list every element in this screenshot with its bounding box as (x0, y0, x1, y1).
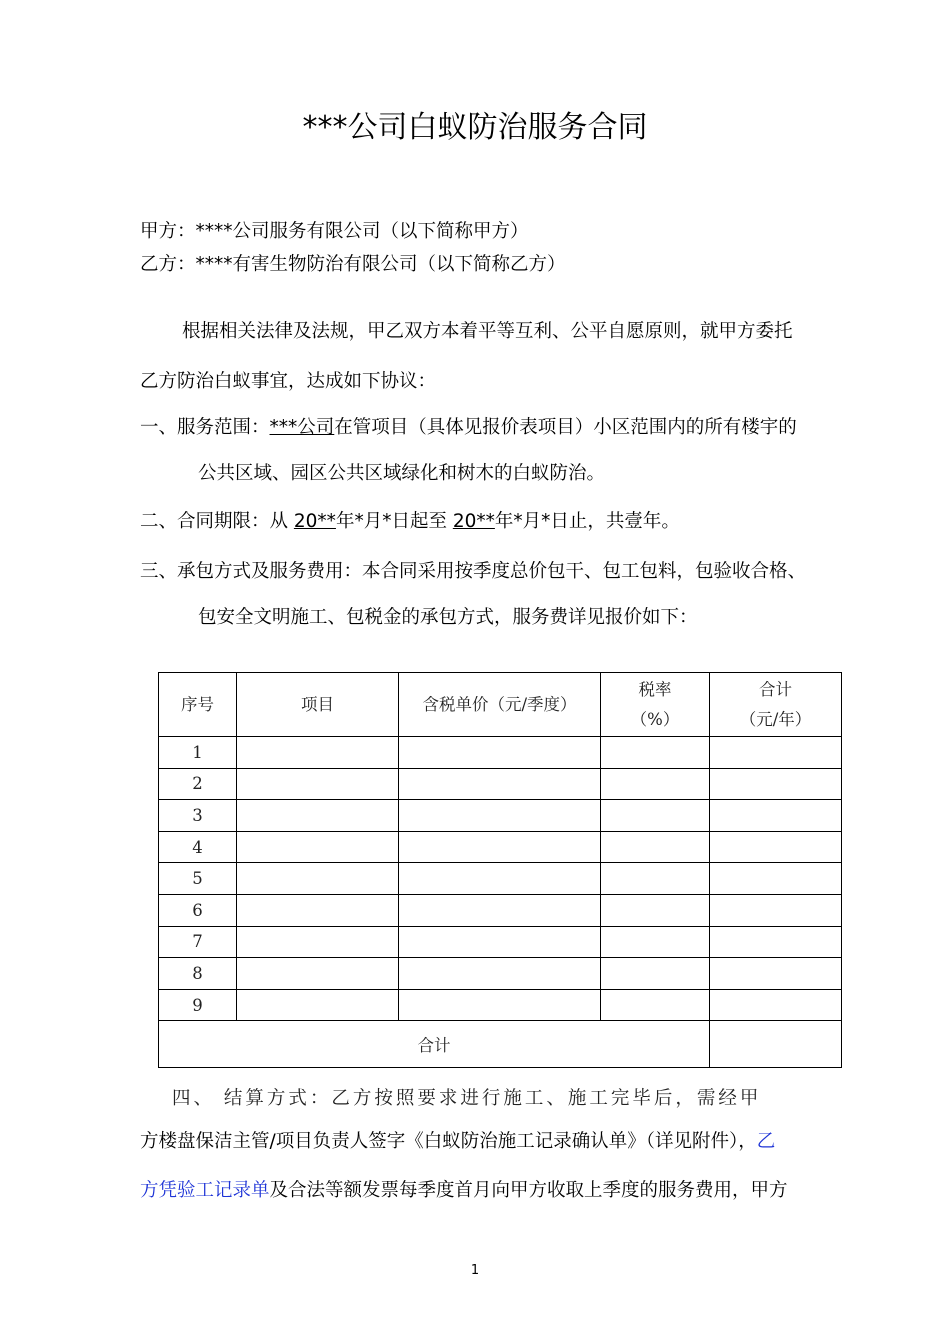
row-price-cell (399, 926, 601, 958)
quote-table (158, 672, 842, 1068)
clause-4-line-2 (140, 1128, 775, 1156)
row-price-cell (399, 800, 601, 832)
row-total-cell (710, 863, 842, 895)
header-unit-price: 含税单价（元/季度） (399, 673, 601, 737)
clause-2-end-year: 20** (452, 511, 495, 532)
header-seq: 序号 (159, 673, 237, 737)
party-b: 乙方：****有害生物防治有限公司（以下简称乙方） (140, 254, 566, 275)
header-tax-rate-line1: 税率 (638, 679, 672, 699)
row-total-cell (710, 958, 842, 990)
preamble-line-2: 乙方防治白蚁事宜，达成如下协议： (140, 371, 437, 392)
clause-2-prefix: 二、合同期限：从 (140, 511, 294, 532)
header-total (710, 673, 842, 737)
footer-total-label: 合计 (159, 1021, 710, 1068)
row-seq: 4 (159, 831, 237, 863)
header-total-line2: （元/年） (739, 709, 812, 729)
clause-4-line-3-link: 方凭验工记录单 (140, 1180, 270, 1201)
page-number: 1 (470, 1263, 480, 1278)
clause-3-line-1: 三、承包方式及服务费用：本合同采用按季度总价包干、包工包料，包验收合格、 (140, 561, 807, 582)
clause-4-line-2-link: 乙 (756, 1131, 776, 1152)
row-seq: 3 (159, 800, 237, 832)
row-tax-cell (601, 831, 710, 863)
row-total-cell (710, 894, 842, 926)
row-price-cell (399, 831, 601, 863)
row-tax-cell (601, 926, 710, 958)
table-row (159, 768, 842, 800)
header-tax-rate-line2: （%） (630, 709, 680, 729)
row-total-cell (710, 800, 842, 832)
row-seq: 2 (159, 768, 237, 800)
row-price-cell (399, 958, 601, 990)
clause-2-rest: 年*月*日止，共壹年。 (494, 511, 680, 532)
clause-2-start-year: 20** (293, 511, 336, 532)
row-seq: 6 (159, 894, 237, 926)
row-item-cell (237, 768, 399, 800)
clause-4-line-3 (140, 1177, 788, 1205)
table-row (159, 863, 842, 895)
row-price-cell (399, 894, 601, 926)
row-total-cell (710, 926, 842, 958)
row-item-cell (237, 831, 399, 863)
clause-3-line-2: 包安全文明施工、包税金的承包方式，服务费详见报价如下： (198, 607, 698, 628)
clause-1-company: ***公司 (269, 417, 335, 438)
row-tax-cell (601, 958, 710, 990)
row-item-cell (237, 958, 399, 990)
clause-4-line-1: 四、 结算方式：乙方按照要求进行施工、施工完毕后，需经甲 (172, 1088, 762, 1109)
clause-1-prefix: 一、服务范围： (140, 417, 270, 438)
clause-1-rest: 在管项目（具体见报价表项目）小区范围内的所有楼宇的 (334, 417, 797, 438)
row-seq: 8 (159, 958, 237, 990)
row-item-cell (237, 863, 399, 895)
row-total-cell (710, 768, 842, 800)
clause-2-mid: 年*月*日起至 (335, 511, 453, 532)
row-tax-cell (601, 800, 710, 832)
row-price-cell (399, 737, 601, 769)
row-item-cell (237, 894, 399, 926)
row-seq: 5 (159, 863, 237, 895)
clause-1-line-1 (140, 414, 797, 442)
table-row (159, 800, 842, 832)
row-item-cell (237, 926, 399, 958)
row-price-cell (399, 768, 601, 800)
row-total-cell (710, 831, 842, 863)
row-tax-cell (601, 894, 710, 926)
row-item-cell (237, 737, 399, 769)
row-seq: 9 (159, 989, 237, 1021)
table-row (159, 737, 842, 769)
party-a: 甲方：****公司服务有限公司（以下简称甲方） (140, 221, 529, 242)
header-total-line1: 合计 (759, 679, 792, 699)
row-total-cell (710, 737, 842, 769)
table-row (159, 926, 842, 958)
row-price-cell (399, 863, 601, 895)
clause-1-line-2: 公共区域、园区公共区域绿化和树木的白蚁防治。 (198, 463, 606, 484)
table-header-row (159, 673, 842, 737)
header-item: 项目 (237, 673, 399, 737)
row-seq: 7 (159, 926, 237, 958)
document-title: ***公司白蚁防治服务合同 (302, 110, 648, 145)
row-item-cell (237, 800, 399, 832)
row-tax-cell (601, 989, 710, 1021)
table-row (159, 894, 842, 926)
row-total-cell (710, 989, 842, 1021)
preamble-line-1: 根据相关法律及法规，甲乙双方本着平等互利、公平自愿原则，就甲方委托 (182, 321, 793, 342)
row-tax-cell (601, 863, 710, 895)
row-tax-cell (601, 737, 710, 769)
header-tax-rate (601, 673, 710, 737)
table-row (159, 958, 842, 990)
row-item-cell (237, 989, 399, 1021)
table-row (159, 989, 842, 1021)
table-row (159, 831, 842, 863)
row-price-cell (399, 989, 601, 1021)
clause-2 (140, 508, 680, 536)
clause-4-line-3-text: 及合法等额发票每季度首月向甲方收取上季度的服务费用，甲方 (269, 1180, 788, 1201)
row-tax-cell (601, 768, 710, 800)
footer-total-value (710, 1021, 842, 1068)
row-seq: 1 (159, 737, 237, 769)
table-footer-row (159, 1021, 842, 1068)
clause-4-line-2-text: 方楼盘保洁主管/项目负责人签字《白蚁防治施工记录确认单》（详见附件）， (140, 1131, 757, 1152)
